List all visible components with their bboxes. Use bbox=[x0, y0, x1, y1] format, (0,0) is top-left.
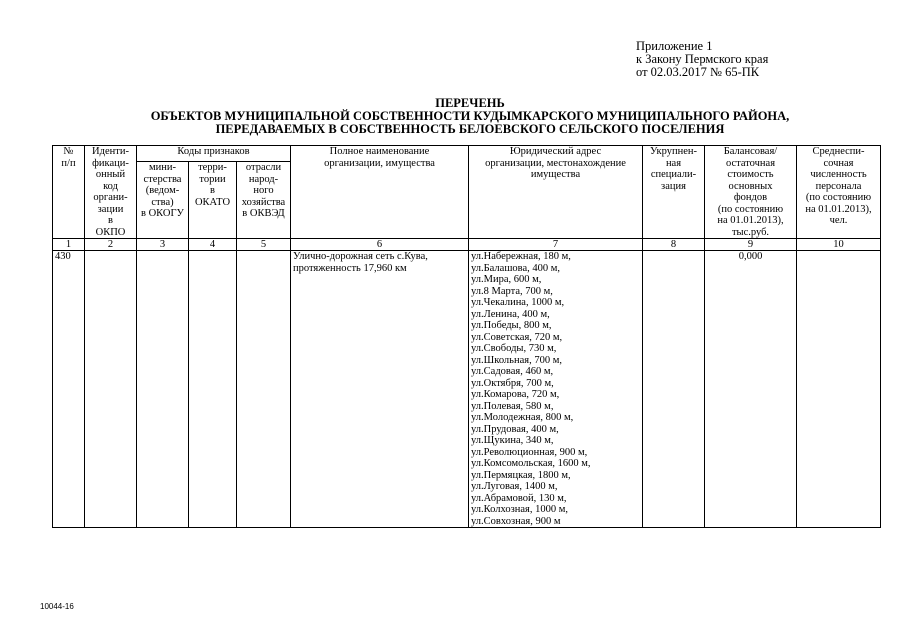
row-specialization bbox=[643, 251, 705, 528]
address-item: ул.Пермяцкая, 1800 м, bbox=[471, 469, 571, 481]
address-item: ул.Прудовая, 400 м, bbox=[471, 423, 559, 435]
address-item: ул.Советская, 720 м, bbox=[471, 331, 563, 343]
address-item: ул.Садовая, 460 м, bbox=[471, 366, 554, 377]
col-number: 5 bbox=[237, 239, 291, 251]
document-title bbox=[40, 97, 900, 136]
address-item: ул.Мира, 600 м, bbox=[471, 274, 542, 285]
row-num: 430 bbox=[53, 251, 85, 528]
title-line-2: ОБЪЕКТОВ МУНИЦИПАЛЬНОЙ СОБСТВЕННОСТИ КУДЫМКАРСКОГО МУНИЦИПАЛЬНОГО РАЙОНА, bbox=[150, 109, 790, 123]
row-okved bbox=[237, 251, 291, 528]
header-num: № п/п bbox=[53, 146, 85, 239]
row-okogu bbox=[137, 251, 189, 528]
address-item: ул.8 Марта, 700 м, bbox=[471, 285, 553, 297]
col-number: 7 bbox=[469, 239, 643, 251]
appendix-note bbox=[636, 40, 768, 79]
column-number-row bbox=[53, 239, 881, 251]
header-staff: Среднеспи- сочная численность персонала (по состоянию на 01.01.2013), чел. bbox=[797, 146, 881, 239]
row-okpo bbox=[85, 251, 137, 528]
address-item: ул.Щукина, 340 м, bbox=[471, 435, 554, 446]
col-number: 1 bbox=[53, 239, 85, 251]
header-row-1 bbox=[53, 146, 881, 162]
header-codes: Коды признаков bbox=[137, 146, 291, 162]
address-item: ул.Победы, 800 м, bbox=[471, 320, 552, 331]
address-item: ул.Комарова, 720 м, bbox=[471, 389, 560, 400]
address-item: ул.Балашова, 400 м, bbox=[471, 262, 561, 274]
address-item: ул.Комсомольская, 1600 м, bbox=[471, 458, 591, 469]
footer-code: 10044-16 bbox=[40, 602, 74, 611]
col-number: 8 bbox=[643, 239, 705, 251]
header-name: Полное наименование организации, имущества bbox=[291, 146, 469, 239]
row-address-list bbox=[469, 251, 643, 528]
header-okogu: мини- стерства (ведом- ства) в ОКОГУ bbox=[137, 162, 189, 239]
address-item: ул.Чекалина, 1000 м, bbox=[471, 297, 565, 308]
col-number: 4 bbox=[189, 239, 237, 251]
col-number: 2 bbox=[85, 239, 137, 251]
col-number: 10 bbox=[797, 239, 881, 251]
col-number: 9 bbox=[705, 239, 797, 251]
title-line-3: ПЕРЕДАВАЕМЫХ В СОБСТВЕННОСТЬ БЕЛОЕВСКОГО СЕЛЬСКОГО ПОСЕЛЕНИЯ bbox=[215, 122, 725, 136]
header-okpo: Иденти- фикаци- онный код органи- зации в ОКПО bbox=[85, 146, 137, 239]
header-balance: Балансовая/ остаточная стоимость основных фондов (по состоянию на 01.01.2013), тыс.руб. bbox=[705, 146, 797, 239]
address-item: ул.Школьная, 700 м, bbox=[471, 354, 562, 366]
address-item: ул.Революционная, 900 м, bbox=[471, 446, 588, 458]
row-balance: 0,000 bbox=[705, 251, 797, 528]
address-item: ул.Полевая, 580 м, bbox=[471, 400, 554, 412]
row-name: Улично-дорожная сеть с.Кува, протяженность 17,960 км bbox=[291, 251, 469, 528]
property-table bbox=[52, 145, 881, 528]
address-item: ул.Луговая, 1400 м, bbox=[471, 481, 558, 492]
title-line-1: ПЕРЕЧЕНЬ bbox=[435, 96, 505, 110]
appendix-line-3: от 02.03.2017 № 65-ПК bbox=[636, 65, 760, 79]
address-item: ул.Совхозная, 900 м bbox=[471, 515, 561, 527]
address-item: ул.Свободы, 730 м, bbox=[471, 343, 557, 354]
appendix-line-2: к Закону Пермского края bbox=[636, 52, 769, 66]
header-specialization: Укрупнен- ная специали- зация bbox=[643, 146, 705, 239]
header-address: Юридический адрес организации, местонахождение имущества bbox=[469, 146, 643, 239]
address-item: ул.Абрамовой, 130 м, bbox=[471, 492, 567, 504]
col-number: 6 bbox=[291, 239, 469, 251]
address-item: ул.Набережная, 180 м, bbox=[471, 251, 571, 262]
address-item: ул.Молодежная, 800 м, bbox=[471, 412, 574, 423]
table-row bbox=[53, 251, 881, 528]
address-item: ул.Октября, 700 м, bbox=[471, 377, 554, 389]
col-number: 3 bbox=[137, 239, 189, 251]
header-okato: терри- тории в ОКАТО bbox=[189, 162, 237, 239]
address-item: ул.Ленина, 400 м, bbox=[471, 308, 550, 320]
header-okved: отрасли народ- ного хозяйства в ОКВЭД bbox=[237, 162, 291, 239]
row-staff bbox=[797, 251, 881, 528]
appendix-line-1: Приложение 1 bbox=[636, 39, 713, 53]
row-okato bbox=[189, 251, 237, 528]
address-item: ул.Колхозная, 1000 м, bbox=[471, 504, 568, 515]
